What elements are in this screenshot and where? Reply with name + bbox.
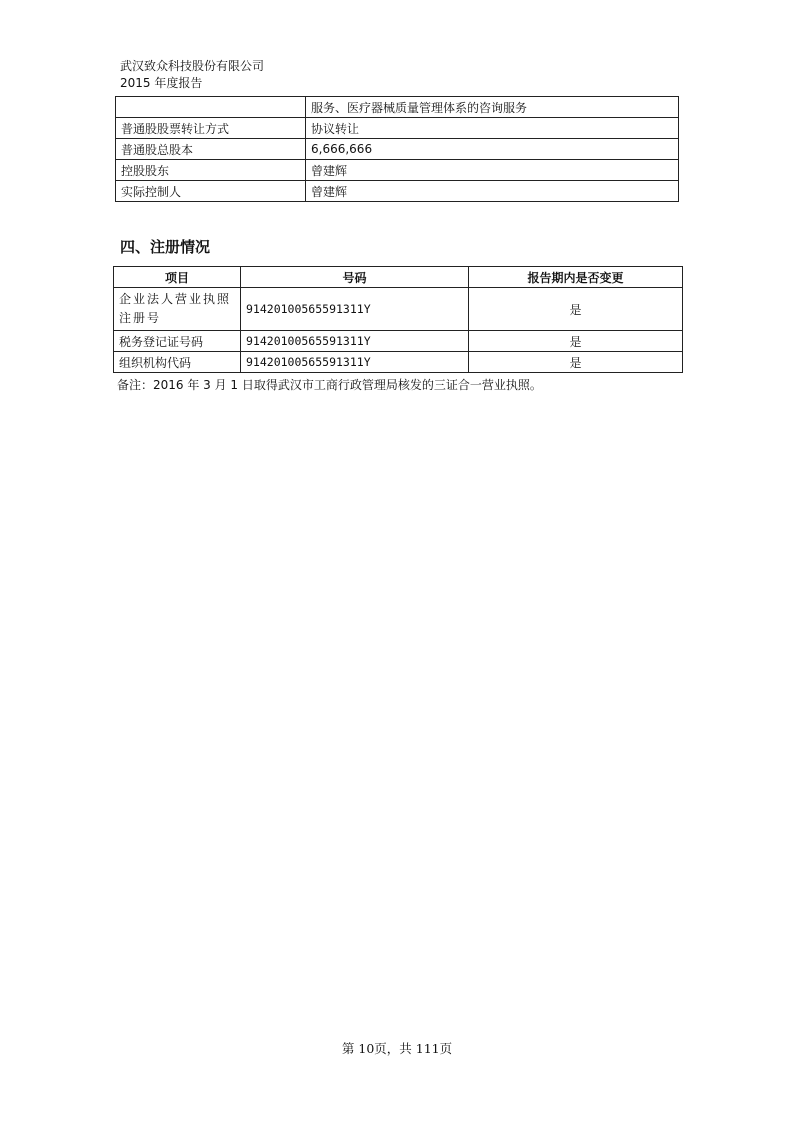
info-value: 曾建辉 (306, 160, 679, 181)
column-header: 项目 (114, 267, 241, 288)
reg-changed: 是 (469, 331, 683, 352)
info-label: 控股股东 (116, 160, 306, 181)
table-row (116, 181, 679, 202)
company-name: 武汉致众科技股份有限公司 (120, 59, 265, 73)
table-row (116, 97, 679, 118)
table-row (114, 288, 683, 331)
table-row (116, 118, 679, 139)
info-label (116, 97, 306, 118)
reg-number: 91420100565591311Y (241, 352, 469, 373)
reg-item: 企业法人营业执照注册号 (114, 288, 241, 331)
info-label: 普通股股票转让方式 (116, 118, 306, 139)
table-row (114, 331, 683, 352)
info-label: 普通股总股本 (116, 139, 306, 160)
table-row (116, 160, 679, 181)
column-header: 号码 (241, 267, 469, 288)
info-value: 协议转让 (306, 118, 679, 139)
footnote: 备注：2016 年 3 月 1 日取得武汉市工商行政管理局核发的三证合一营业执照。 (117, 378, 542, 392)
table-row (114, 352, 683, 373)
section-title: 四、注册情况 (120, 238, 211, 256)
info-value: 服务、医疗器械质量管理体系的咨询服务 (306, 97, 679, 118)
page-header (120, 58, 264, 92)
info-value: 6,666,666 (306, 139, 679, 160)
reg-number: 914201005655913​11Y (241, 288, 469, 331)
table-header-row (114, 267, 683, 288)
reg-changed: 是 (469, 288, 683, 331)
table-row (116, 139, 679, 160)
registration-table (113, 266, 683, 373)
report-title: 2015 年度报告 (120, 76, 203, 90)
column-header: 报告期内是否变更 (469, 267, 683, 288)
reg-item: 税务登记证号码 (114, 331, 241, 352)
page-number: 第 10页，共 111页 (341, 1041, 453, 1056)
info-value: 曾建辉 (306, 181, 679, 202)
reg-number: 91420100565591311Y (241, 331, 469, 352)
reg-changed: 是 (469, 352, 683, 373)
reg-item: 组织机构代码 (114, 352, 241, 373)
info-label: 实际控制人 (116, 181, 306, 202)
company-info-table (115, 96, 679, 202)
